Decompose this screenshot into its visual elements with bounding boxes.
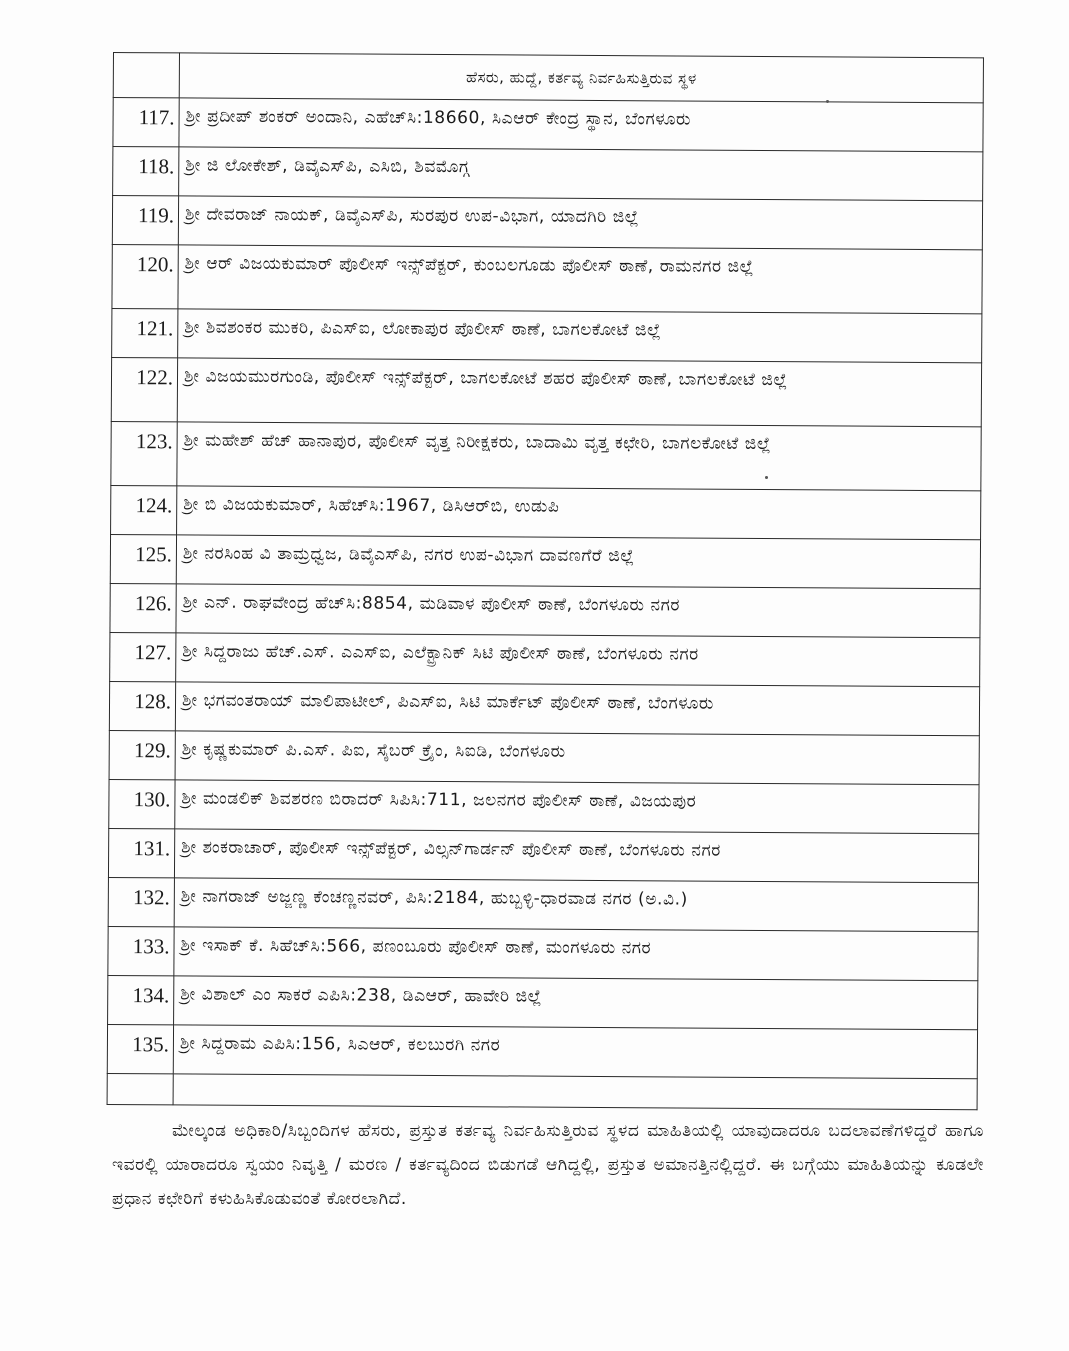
serial-number: 120. [112, 244, 178, 308]
table-row [110, 583, 980, 637]
officer-entry: ಶ್ರೀ ಇಸಾಕ್ ಕೆ. ಸಿಹೆಚ್‌ಸಿ:566, ಪಣಂಬೂರು ಪೊಲೀಸ್ ಠಾಣೆ, ಮಂಗಳೂರು ನಗರ [174, 927, 978, 981]
serial-number: 118. [113, 147, 179, 196]
officer-entry: ಶ್ರೀ ಭಗವಂತರಾಯ್ ಮಾಲಿಪಾಟೀಲ್, ಪಿಎಸ್‌ಐ, ಸಿಟಿ ಮಾರ್ಕೆಟ್ ಪೊಲೀಸ್ ಠಾಣೆ, ಬೆಂಗಳೂರು [175, 682, 979, 736]
scan-speck [765, 476, 768, 479]
tail-text-cell [173, 1074, 977, 1110]
table-row [111, 485, 981, 539]
officer-entry: ಶ್ರೀ ಜಿ ಲೋಕೇಶ್, ಡಿವೈಎಸ್‌ಪಿ, ಎಸಿಬಿ, ಶಿವಮೊಗ್ಗ [179, 147, 983, 201]
officer-entry: ಶ್ರೀ ಸಿದ್ದರಾಮ ಎಪಿಸಿ:156, ಸಿಎಆರ್, ಕಲಬುರಗಿ ನಗರ [173, 1025, 977, 1079]
serial-number: 117. [113, 98, 179, 147]
serial-number: 122. [111, 357, 177, 421]
officer-entry: ಶ್ರೀ ನರಸಿಂಹ ವಿ ತಾಮ್ರಧ್ವಜ, ಡಿವೈಎಸ್‌ಪಿ, ನಗರ ಉಪ-ವಿಭಾಗ ದಾವಣಗೆರೆ ಜಿಲ್ಲೆ [176, 535, 980, 589]
table-row [113, 147, 983, 201]
serial-number: 134. [108, 975, 174, 1024]
table-row [112, 196, 982, 250]
scan-speck [826, 100, 829, 103]
table-row [110, 534, 980, 588]
officer-entry: ಶ್ರೀ ಶಿವಶಂಕರ ಮುಕರಿ, ಪಿಎಸ್‌ಐ, ಲೋಕಾಪುರ ಪೊಲೀಸ್ ಠಾಣೆ, ಬಾಗಲಕೋಟೆ ಜಿಲ್ಲೆ [178, 309, 982, 363]
serial-number: 132. [108, 877, 174, 926]
table-row [111, 357, 981, 426]
serial-number: 124. [111, 485, 177, 534]
serial-number: 128. [109, 681, 175, 730]
officer-entry: ಶ್ರೀ ದೇವರಾಜ್ ನಾಯಕ್, ಡಿವೈಎಸ್‌ಪಿ, ಸುರಪುರ ಉಪ-ವಿಭಾಗ, ಯಾದಗಿರಿ ಜಿಲ್ಲೆ [178, 196, 982, 250]
serial-number: 119. [112, 196, 178, 245]
table-row [108, 828, 978, 882]
table-row [109, 779, 979, 833]
serial-number: 135. [107, 1024, 173, 1073]
officer-entry: ಶ್ರೀ ನಾಗರಾಜ್ ಅಜ್ಜಣ್ಣ ಕೆಂಚಣ್ಣನವರ್, ಪಿಸಿ:2184, ಹುಬ್ಬಳ್ಳಿ-ಧಾರವಾಡ ನಗರ (ಅ.ವಿ.) [174, 878, 978, 932]
table-row [112, 244, 982, 313]
officer-entry: ಶ್ರೀ ಎನ್. ರಾಘವೇಂದ್ರ ಹೆಚ್‌ಸಿ:8854, ಮಡಿವಾಳ ಪೊಲೀಸ್ ಠಾಣೆ, ಬೆಂಗಳೂರು ನಗರ [176, 584, 980, 638]
officer-entry: ಶ್ರೀ ವಿಶಾಲ್ ಎಂ ಸಾಕರೆ ಎಪಿಸಿ:238, ಡಿಎಆರ್, ಹಾವೇರಿ ಜಿಲ್ಲೆ [174, 976, 978, 1030]
tail-serial-cell [107, 1073, 173, 1104]
table-header-row [113, 53, 983, 103]
serial-number: 131. [108, 828, 174, 877]
table-body [107, 98, 983, 1110]
serial-number: 127. [110, 632, 176, 681]
table-row [110, 632, 980, 686]
header-serial-cell [113, 53, 179, 98]
table-row [109, 730, 979, 784]
table-row [108, 975, 978, 1029]
serial-number: 121. [112, 308, 178, 357]
table-row [112, 308, 982, 362]
officer-entry: ಶ್ರೀ ಮಹೇಶ್ ಹೆಚ್ ಹಾನಾಪುರ, ಪೊಲೀಸ್ ವೃತ್ತ ನಿರೀಕ್ಷಕರು, ಬಾದಾಮಿ ವೃತ್ತ ಕಛೇರಿ, ಬಾಗಲಕೋಟೆ ಜಿಲ್ಲೆ [177, 422, 981, 491]
table-row [108, 877, 978, 931]
serial-number: 130. [109, 779, 175, 828]
table-row [111, 421, 981, 490]
table-tail-row [107, 1073, 977, 1109]
serial-number: 129. [109, 730, 175, 779]
officer-entry: ಶ್ರೀ ಬಿ ವಿಜಯಕುಮಾರ್, ಸಿಹೆಚ್‌ಸಿ:1967, ಡಿಸಿಆರ್‌ಬಿ, ಉಡುಪಿ [177, 486, 981, 540]
serial-number: 126. [110, 583, 176, 632]
table-header: ಹೆಸರು, ಹುದ್ದೆ, ಕರ್ತವ್ಯ ನಿರ್ವಹಿಸುತ್ತಿರುವ ಸ್ಥಳ [179, 53, 983, 103]
officer-entry: ಶ್ರೀ ಮಂಡಲಿಕ್ ಶಿವಶರಣ ಬಿರಾದರ್ ಸಿಪಿಸಿ:711, ಜಲನಗರ ಪೊಲೀಸ್ ಠಾಣೆ, ವಿಜಯಪುರ [175, 780, 979, 834]
officer-entry: ಶ್ರೀ ಕೃಷ್ಣಕುಮಾರ್ ಪಿ.ಎಸ್. ಪಿಐ, ಸೈಬರ್ ಕ್ರೈಂ, ಸಿಐಡಿ, ಬೆಂಗಳೂರು [175, 731, 979, 785]
officer-entry: ಶ್ರೀ ವಿಜಯಮುರಗುಂಡಿ, ಪೊಲೀಸ್ ಇನ್ಸ್‌ಪೆಕ್ಟರ್, ಬಾಗಲಕೋಟೆ ಶಹರ ಪೊಲೀಸ್ ಠಾಣೆ, ಬಾಗಲಕೋಟೆ ಜಿಲ್ಲೆ [177, 358, 981, 427]
table-row [107, 1024, 977, 1078]
officer-entry: ಶ್ರೀ ಪ್ರದೀಪ್ ಶಂಕರ್ ಅಂದಾನಿ, ಎಹೆಚ್‌ಸಿ:18660, ಸಿಎಆರ್ ಕೇಂದ್ರ ಸ್ಥಾನ, ಬೆಂಗಳೂರು [179, 98, 983, 152]
officers-table [107, 52, 984, 1110]
serial-number: 133. [108, 926, 174, 975]
table-row [113, 98, 983, 152]
serial-number: 125. [110, 534, 176, 583]
officer-entry: ಶ್ರೀ ಆರ್ ವಿಜಯಕುಮಾರ್ ಪೊಲೀಸ್ ಇನ್ಸ್‌ಪೆಕ್ಟರ್, ಕುಂಬಲಗೂಡು ಪೊಲೀಸ್ ಠಾಣೆ, ರಾಮನಗರ ಜಿಲ್ಲೆ [178, 245, 982, 314]
serial-number: 123. [111, 421, 177, 485]
closing-paragraph: ಮೇಲ್ಕಂಡ ಅಧಿಕಾರಿ/ಸಿಬ್ಬಂದಿಗಳ ಹೆಸರು, ಪ್ರಸ್ತುತ ಕರ್ತವ್ಯ ನಿರ್ವಹಿಸುತ್ತಿರುವ ಸ್ಥಳದ ಮಾಹಿತಿಯಲ್ಲಿ ಯಾವುದಾದರೂ ಬದಲಾವಣೆಗಳಿದ್ದರೆ ಹಾಗೂ ಇವರಲ್ಲಿ ಯಾರಾದರೂ ಸ್ವಯಂ ನಿವೃತ್ತಿ / ಮರಣ / ಕರ್ತವ್ಯದಿಂದ ಬಿಡುಗಡೆ ಆಗಿದ್ದಲ್ಲಿ, ಪ್ರಸ್ತುತ ಅಮಾನತ್ತಿನಲ್ಲಿದ್ದರೆ. ಈ ಬಗ್ಗೆಯು ಮಾಹಿತಿಯನ್ನು ಕೂಡಲೇ ಪ್ರಧಾನ ಕಛೇರಿಗೆ ಕಳುಹಿಸಿಕೊಡುವಂತೆ ಕೋರಲಾಗಿದೆ. [112, 1121, 984, 1209]
table-row [109, 681, 979, 735]
officer-entry: ಶ್ರೀ ಶಂಕರಾಚಾರ್, ಪೊಲೀಸ್ ಇನ್ಸ್‌ಪೆಕ್ಟರ್, ವಿಲ್ಸನ್‌ಗಾರ್ಡನ್ ಪೊಲೀಸ್ ಠಾಣೆ, ಬೆಂಗಳೂರು ನಗರ [174, 829, 978, 883]
table-row [108, 926, 978, 980]
officer-entry: ಶ್ರೀ ಸಿದ್ದರಾಜು ಹೆಚ್.ಎಸ್. ಎಎಸ್‌ಐ, ಎಲೆಕ್ಟ್ರಾನಿಕ್ ಸಿಟಿ ಪೊಲೀಸ್ ಠಾಣೆ, ಬೆಂಗಳೂರು ನಗರ [176, 633, 980, 687]
